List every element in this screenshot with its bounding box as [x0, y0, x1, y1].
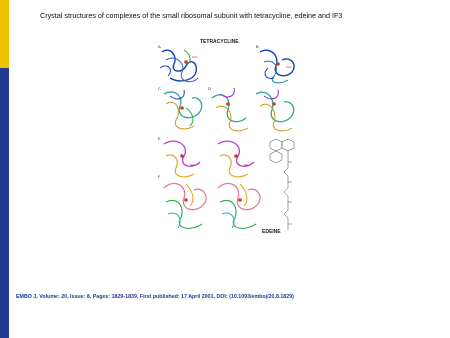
- figure-ribosome-structures: [156, 38, 304, 236]
- slide-title: Crystal structures of complexes of the small ribosomal subunit with tetracycline, edeine and IF3: [40, 11, 343, 20]
- panel-e-structure: [164, 141, 254, 177]
- panel-letter-a: A: [158, 44, 161, 49]
- panel-f-structure: [164, 183, 260, 228]
- edeine-chemical-structure: [270, 139, 294, 230]
- panel-letter-c: C: [158, 86, 161, 91]
- figure-heading-tetracycline: TETRACYCLINE: [200, 39, 239, 45]
- panel-a-label-tet1: Tet1: [192, 55, 198, 59]
- panel-letter-b: B: [256, 44, 259, 49]
- panel-c-structure: [164, 90, 202, 129]
- panel-letter-d: D: [208, 86, 211, 91]
- panel-b-label-tet1: Tet1: [286, 65, 292, 69]
- figure-heading-edeine: EDEINE: [262, 229, 281, 235]
- panel-letter-f: F: [158, 174, 161, 179]
- panel-d-structure: [212, 88, 294, 131]
- citation-caption: EMBO J, Volume: 20, Issue: 8, Pages: 1829-1839, First published: 17 April 2001, DOI: (10.1093/emboj/20.8.1829): [16, 294, 294, 300]
- panel-letter-e: E: [158, 136, 161, 141]
- panel-e-label-tet-left: Tet: [190, 163, 195, 167]
- sidebar-accent-highlight: [0, 0, 9, 68]
- panel-e-label-tet-right: Tet: [244, 163, 249, 167]
